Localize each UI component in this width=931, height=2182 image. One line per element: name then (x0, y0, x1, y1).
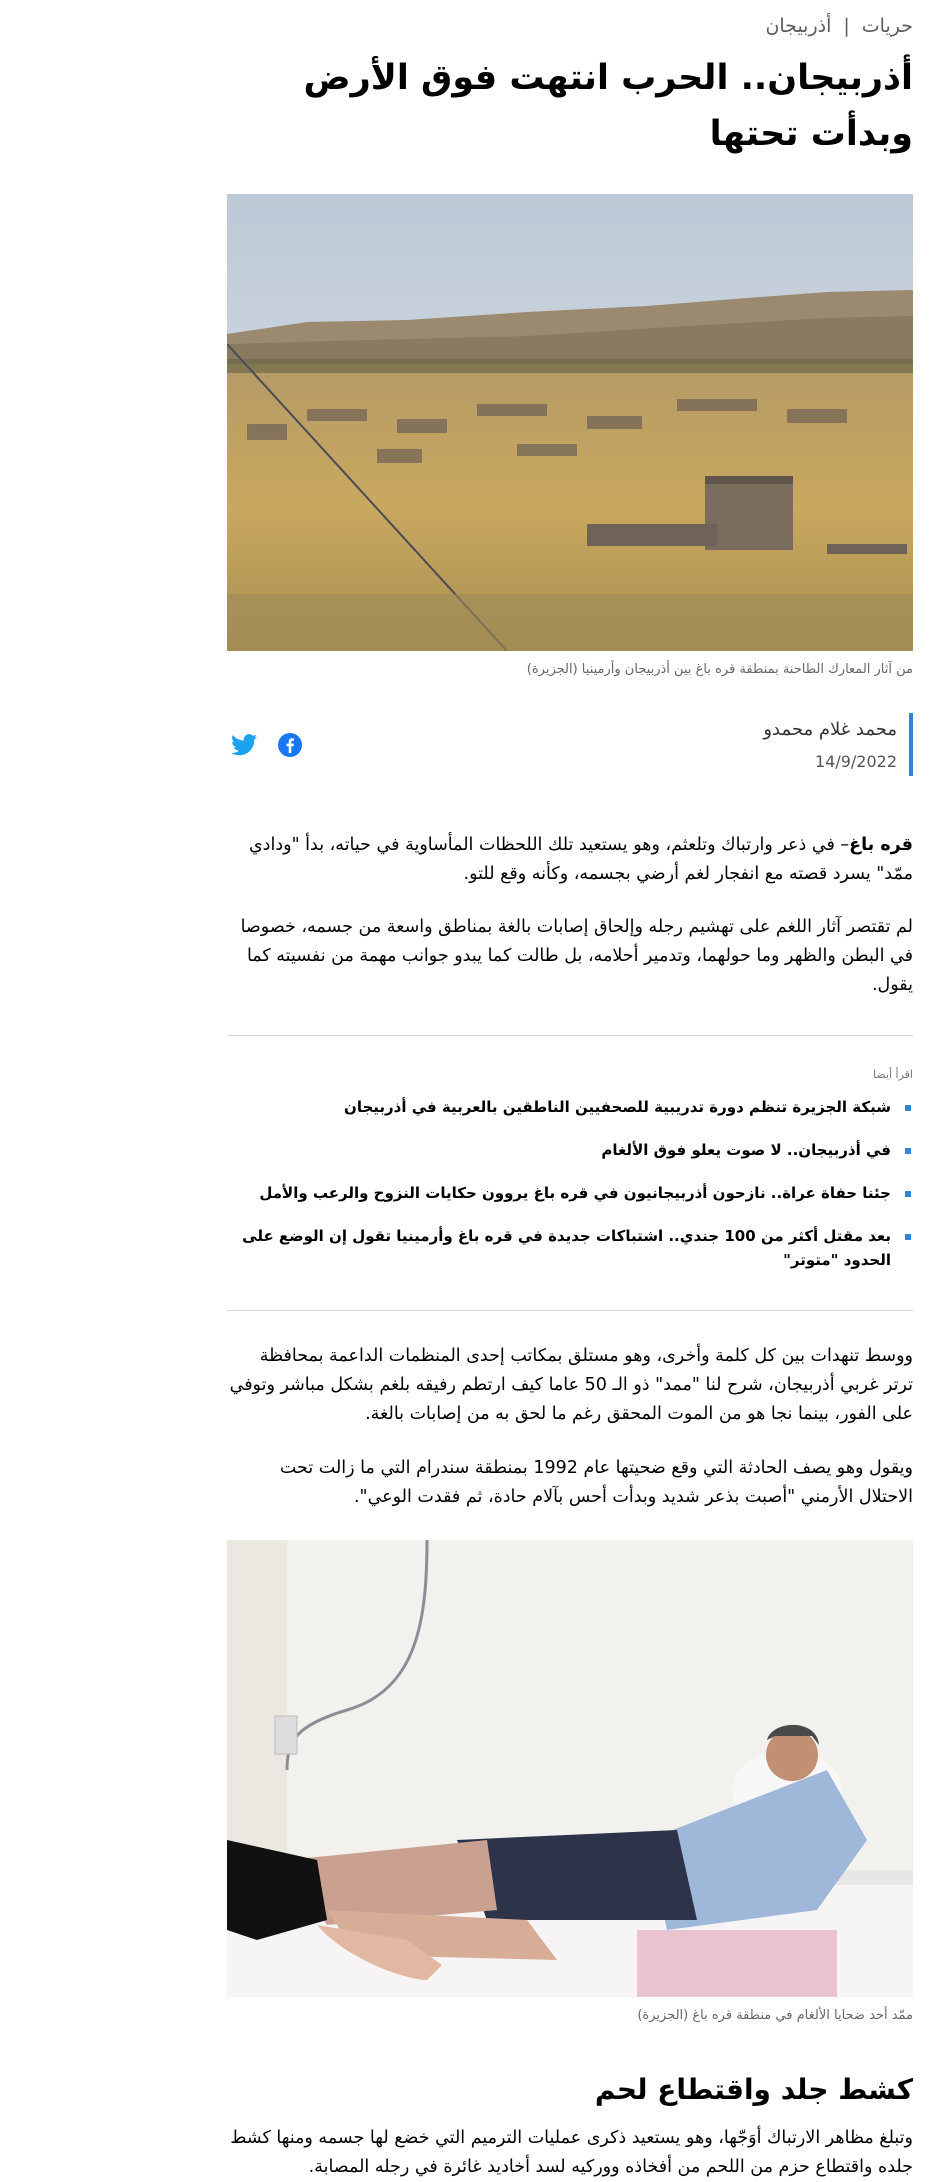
breadcrumb (227, 12, 913, 40)
list-item (227, 1138, 913, 1162)
share-buttons (227, 732, 303, 758)
author-name[interactable]: محمد غلام محمدو (763, 718, 897, 740)
related-link[interactable]: جئنا حفاة عراة.. نازحون أذربيجانيون في قره باغ يروون حكايات النزوح والرعب والأمل (259, 1184, 891, 1202)
author-info (763, 713, 913, 776)
breadcrumb-section[interactable]: حريات (861, 15, 913, 37)
breadcrumb-separator: | (843, 15, 850, 37)
list-item (227, 1095, 913, 1119)
second-figure (227, 1540, 913, 2025)
dateline: قره باغ (849, 835, 913, 855)
related-articles (227, 1035, 913, 1311)
paragraph-1-text: – في ذعر وارتباك وتلعثم، وهو يستعيد تلك اللحظات المأساوية في حياته، بدأ "ودادي ممّد" يسرد قصته مع انفجار لغم أرضي بجسمه، وكأنه وقع للتو. (248, 835, 913, 884)
related-link[interactable]: بعد مقتل أكثر من 100 جندي.. اشتباكات جديدة في قره باغ وأرمينيا تقول إن الوضع على الحدود "متوتر" (242, 1227, 891, 1269)
breadcrumb-topic[interactable]: أذربيجان (765, 15, 832, 37)
related-link[interactable]: شبكة الجزيرة تنظم دورة تدريبية للصحفيين الناطقين بالعربية في أذربيجان (344, 1098, 891, 1116)
paragraph-4: ويقول وهو يصف الحادثة التي وقع ضحيتها عام 1992 بمنطقة سندرام التي ما زالت تحت الاحتلال الأرمني "أصبت بذعر شديد وبدأت أحس بآلام حادة، ثم فقدت الوعي". (279, 1458, 913, 1507)
author-bar (227, 713, 913, 776)
twitter-icon[interactable] (231, 734, 257, 756)
hero-figure (227, 194, 913, 679)
section-heading: كشط جلد واقتطاع لحم (594, 2073, 913, 2106)
related-link[interactable]: في أذربيجان.. لا صوت يعلو فوق الألغام (601, 1141, 891, 1159)
second-caption: ممّد أحد ضحايا الألغام في منطقة قره باغ (الجزيرة) (637, 2008, 913, 2023)
list-item (227, 1224, 913, 1272)
page-title: أذربيجان.. الحرب انتهت فوق الأرض وبدأت تحتها (303, 58, 913, 154)
publish-date: 14/9/2022 (814, 751, 897, 771)
hero-image (227, 194, 913, 651)
paragraph-1 (227, 831, 913, 889)
list-item (227, 1181, 913, 1205)
paragraph-5: وتبلغ مظاهر الارتباك أوَجّها، وهو يستعيد ذكرى عمليات الترميم التي خضع لها جسمه ومنها كشط جلده واقتطاع حزم من اللحم من أفخاذه ووركيه لسد أخاديد غائرة في رجله المصابة. (230, 2128, 913, 2177)
related-list (227, 1095, 913, 1272)
second-image (227, 1540, 913, 1997)
paragraph-2: لم تقتصر آثار اللغم على تهشيم رجله وإلحاق إصابات بالغة بمناطق واسعة من جسمه، خصوصا في البطن والظهر وما حولهما، وتدمير أحلامه، بل طالت كما يبدو جوانب مهمة من نفسيته كما يقول. (240, 917, 913, 995)
paragraph-3: ووسط تنهدات بين كل كلمة وأخرى، وهو مستلق بمكاتب إحدى المنظمات الداعمة بمحافظة ترتر غربي أذربيجان، شرح لنا "ممد" ذو الـ 50 عاما كيف ارتطم رفيقه بلغم بشكل مباشر وتوفي على الفور، بينما نجا هو من الموت المحقق رغم ما لحق به من إصابات بالغة. (229, 1346, 913, 1424)
related-label: اقرأ أيضا (873, 1068, 913, 1081)
facebook-icon[interactable] (277, 732, 303, 758)
hero-caption: من آثار المعارك الطاحنة بمنطقة قره باغ بين أذربيجان وأرمينيا (الجزيرة) (526, 662, 913, 677)
